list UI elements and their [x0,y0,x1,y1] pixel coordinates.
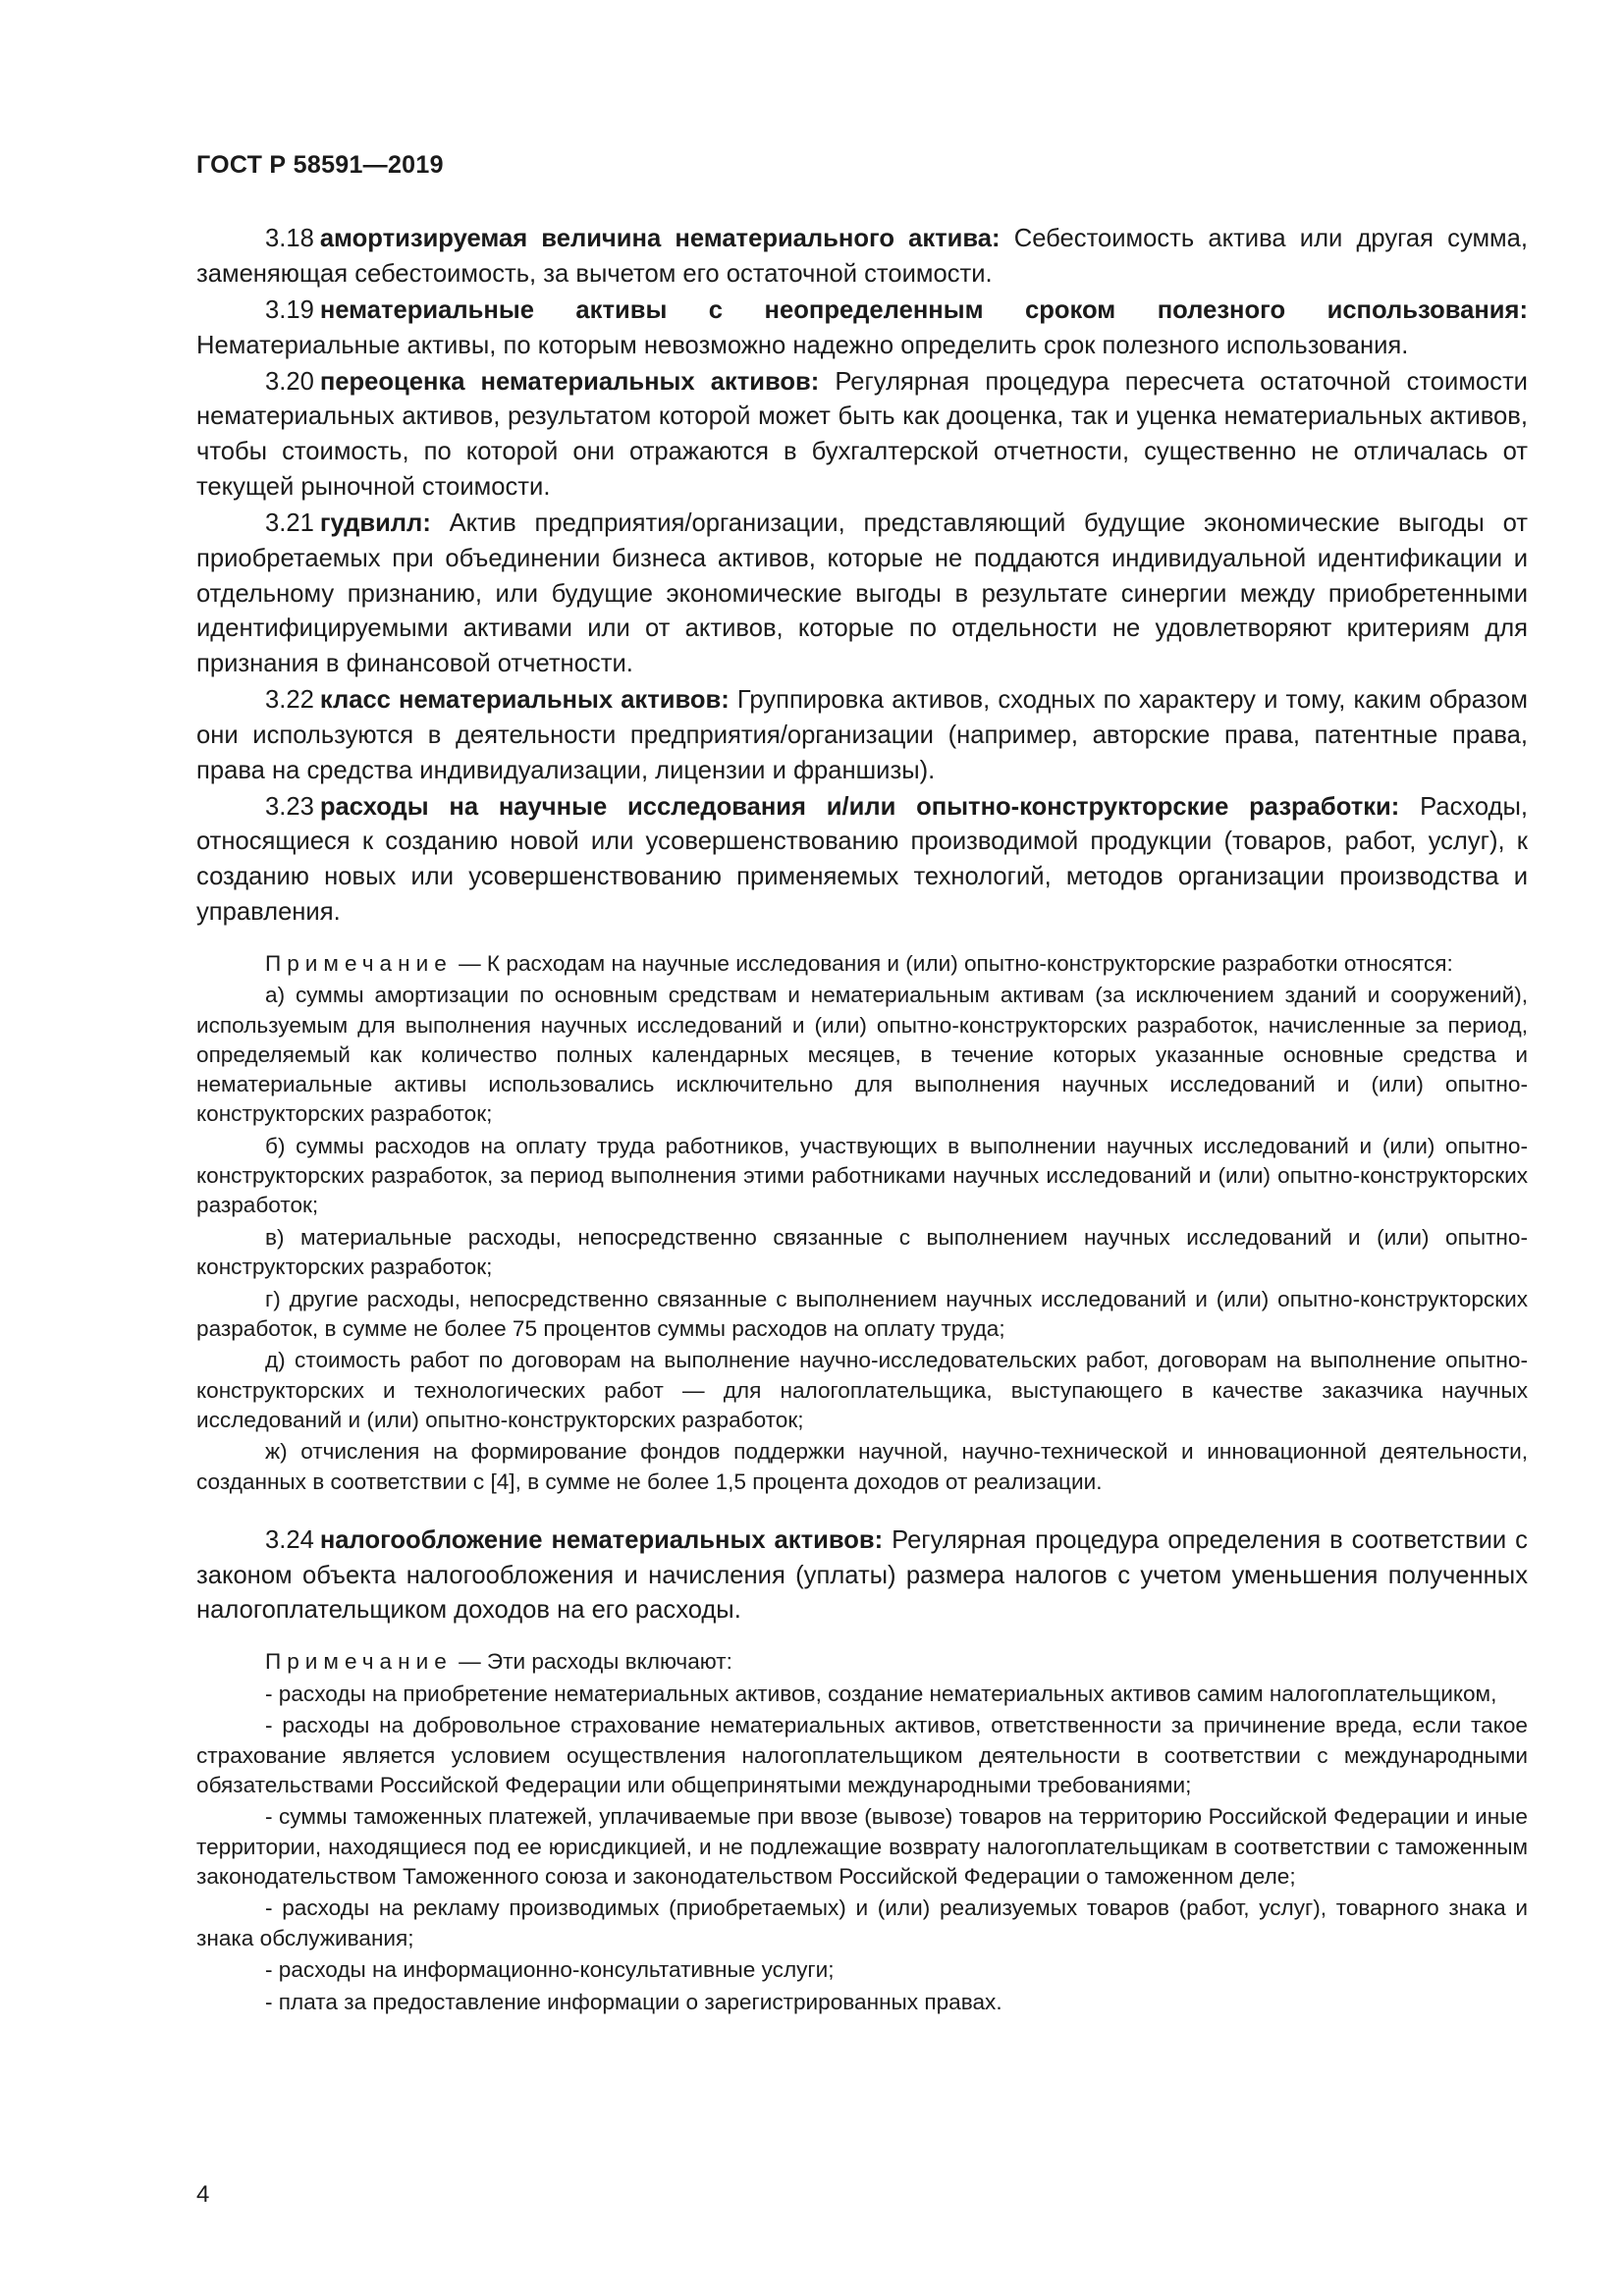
defined-term: нематериальные активы с неопределенным сроком полезного использования: [319,295,1528,324]
note-item: д) стоимость работ по договорам на выполнение научно-исследовательских работ, договорам на выполнение опытно-конструкторских и технологических работ — для налогоплательщика, выступающего в качестве заказчика научных исследований и (или) опытно-конструкторских разработок; [196,1348,1528,1432]
definition-text: Группировка активов, сходных по характеру и тому, каким образом они используются в деятельности предприятия/организации (например, авторские права, патентные права, права на средства индивидуализации, лицензии и франшизы). [196,686,1528,784]
note-item: - расходы на рекламу производимых (приобретаемых) и (или) реализуемых товаров (работ, услуг), товарного знака и знака обслуживания; [196,1896,1528,1950]
note-intro [196,949,1528,979]
definition-text: Регулярная процедура пересчета остаточной стоимости нематериальных активов, результатом которой может быть как дооценка, так и уценка нематериальных активов, чтобы стоимость, по которой они отражаются в бухгалтерской отчетности, существенно не отличалась от текущей рыночной стоимости. [196,367,1528,501]
definition-3-23 [196,790,1528,931]
note-item: - расходы на добровольное страхование нематериальных активов, ответственности за причинение вреда, если такое страхование является условием осуществления налогоплательщиком деятельности в соответствии с международными обязательствами Российской Федерации или общепринятыми международными требованиями; [196,1713,1528,1797]
note-item: а) суммы амортизации по основным средствам и нематериальным активам (за исключением зданий и сооружений), используемым для выполнения научных исследований и (или) опытно-конструкторских разработок, начисленные за период, определяемый как количество полных календарных месяцев, в течение которых указанные основные средства и нематериальные активы использовались исключительно для выполнения научных исследований и (или) опытно-конструкторских разработок; [196,983,1528,1127]
definition-3-22 [196,683,1528,788]
defined-term: переоценка нематериальных активов: [319,367,820,396]
defined-term: расходы на научные исследования и/или опытно-конструкторские разработки: [319,792,1400,821]
clause-number: 3.24 [265,1525,314,1554]
clause-number: 3.20 [265,367,314,396]
note-intro [196,1647,1528,1677]
definition-text: Себестоимость актива или другая сумма, заменяющая себестоимость, за вычетом его остаточной стоимости. [196,225,1528,288]
document-body [196,222,1528,2044]
standard-header: ГОСТ Р 58591—2019 [196,151,444,179]
defined-term: класс нематериальных активов: [319,686,730,715]
note-item: ж) отчисления на формирование фондов поддержки научной, научно-технической и инновационной деятельности, созданных в соответствии с [4], в сумме не более 1,5 процента доходов от реализации. [196,1439,1528,1494]
note-label: Примечание [265,950,453,976]
definition-3-20 [196,365,1528,506]
note-intro-text: — Эти расходы включают: [459,1649,732,1675]
clause-number: 3.18 [265,225,314,252]
note-item: г) другие расходы, непосредственно связанные с выполнением научных исследований и (или) опытно-конструкторских разработок, в сумме не более 75 процентов суммы расходов на оплату труда; [196,1286,1528,1341]
defined-term: гудвилл: [319,508,431,537]
clause-number: 3.22 [265,686,314,715]
note-rnd-expenses [196,949,1528,1497]
definition-text: Регулярная процедура определения в соответствии с законом объекта налогообложения и начисления (уплаты) размера налогов с учетом уменьшения полученных налогоплательщиком доходов на его расходы. [196,1525,1528,1625]
note-item: - расходы на информационно-консультативные услуги; [265,1957,835,1983]
definition-text: Нематериальные активы, по которым невозможно надежно определить срок полезного использования. [196,331,1409,359]
definition-text: Расходы, относящиеся к созданию новой или усовершенствованию производимой продукции (товаров, работ, услуг), к созданию новых или усовершенствованию применяемых технологий, методов организации производства и управления. [196,792,1528,927]
defined-term: амортизируемая величина нематериального актива: [319,225,1001,252]
note-item: б) суммы расходов на оплату труда работников, участвующих в выполнении научных исследований и (или) опытно-конструкторских разработок, за период выполнения этими работниками научных исследований и (или) опытно-конструкторских разработок; [196,1133,1528,1218]
note-label: Примечание [265,1649,453,1675]
clause-number: 3.19 [265,295,314,324]
definition-text: Актив предприятия/организации, представляющий будущие экономические выгоды от приобретаемых при объединении бизнеса активов, которые не поддаются индивидуальной идентификации и отдельному признанию, или будущие экономические выгоды в результате синергии между приобретенными идентифицируемыми активами или от активов, которые по отдельности не удовлетворяют критериям для признания в финансовой отчетности. [196,508,1528,678]
clause-number: 3.21 [265,508,314,537]
clause-number: 3.23 [265,792,314,821]
note-intro-text: — К расходам на научные исследования и (или) опытно-конструкторские разработки относятся: [459,950,1453,976]
definition-3-19 [196,294,1528,364]
definition-3-24 [196,1523,1528,1629]
note-item: - расходы на приобретение нематериальных активов, создание нематериальных активов самим налогоплательщиком, [265,1681,1497,1706]
note-item: в) материальные расходы, непосредственно связанные с выполнением научных исследований и (или) опытно-конструкторских разработок; [196,1224,1528,1280]
definition-3-21 [196,507,1528,682]
note-item: - плата за предоставление информации о зарегистрированных правах. [265,1989,1002,2014]
page-number: 4 [196,2181,210,2208]
note-tax-expenses [196,1647,1528,2017]
definition-3-18 [196,222,1528,293]
note-item: - суммы таможенных платежей, уплачиваемые при ввозе (вывозе) товаров на территорию Российской Федерации и иные территории, находящиеся под ее юрисдикцией, и не подлежащие возврату налогоплательщикам в соответствии с таможенным законодательством Таможенного союза и законодательством Российской Федерации о таможенном деле; [196,1804,1528,1889]
defined-term: налогообложение нематериальных активов: [319,1525,884,1554]
